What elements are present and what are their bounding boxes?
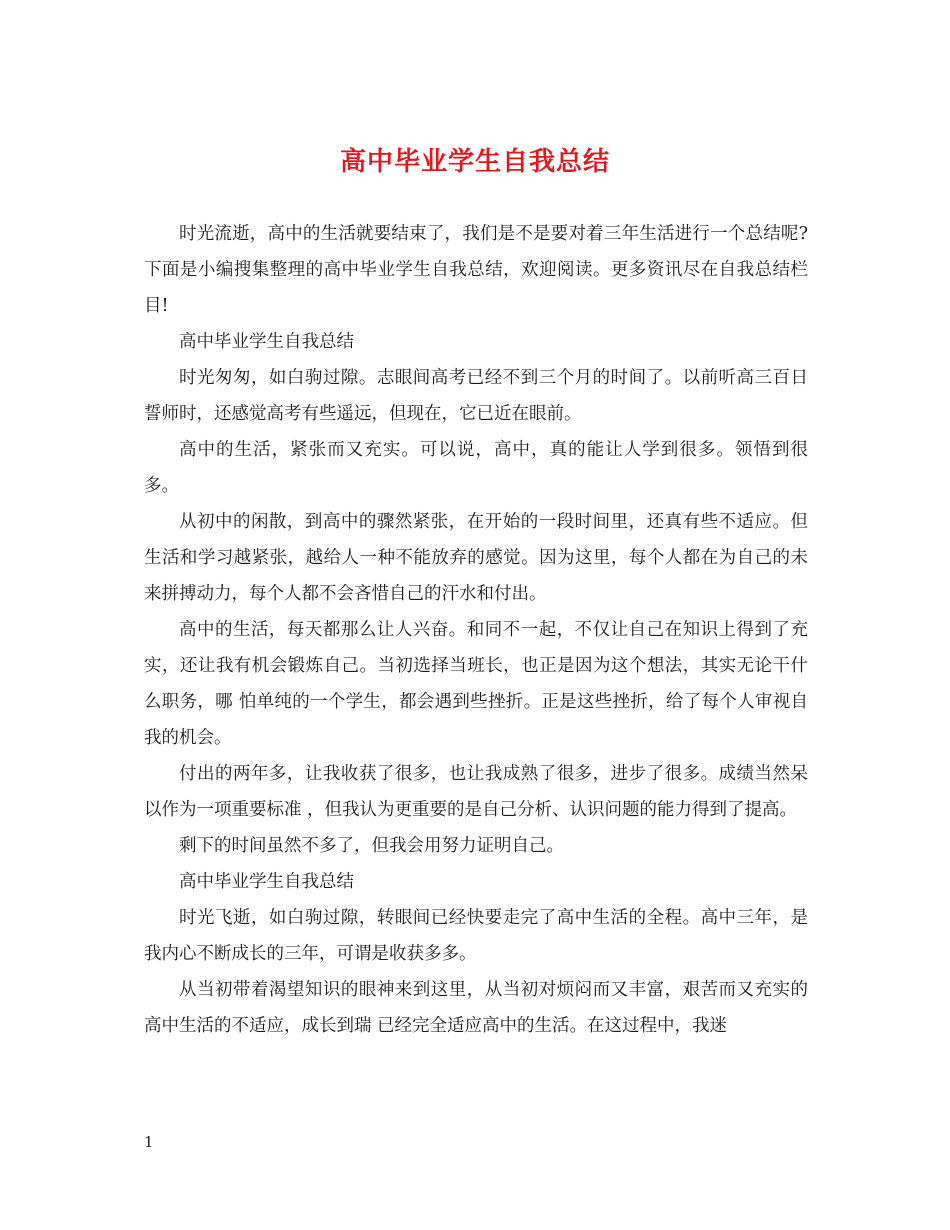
paragraph: 付出的两年多，让我收获了很多，也让我成熟了很多，进步了很多。成绩当然呆以作为一项重要标准 ，但我认为更重要的是自己分析、认识问题的能力得到了提高。 [144, 764, 808, 820]
paragraph: 高中的生活，每天都那么让人兴奋。和同不一起，不仅让自己在知识上得到了充实，还让我有机会锻炼自己。当初选择当班长，也正是因为这个想法，其实无论干什么职务，哪 怕单纯的一个学生，都会遇到些挫折。正是这些挫折，给了每个人审视自我的机会。 [144, 620, 808, 748]
document-body [144, 216, 808, 1044]
paragraph: 剩下的时间虽然不多了，但我会用努力证明自己。 [179, 836, 564, 856]
paragraph: 时光飞逝，如白驹过隙，转眼间已经快要走完了高中生活的全程。高中三年，是我内心不断成长的三年，可谓是收获多多。 [144, 908, 808, 964]
paragraph: 时光匆匆，如白驹过隙。志眼间高考已经不到三个月的时间了。以前听高三百日誓师时，还感觉高考有些遥远，但现在，它已近在眼前。 [144, 368, 808, 424]
paragraph: 从初中的闲散，到高中的骤然紧张，在开始的一段时间里，还真有些不适应。但生活和学习越紧张，越给人一种不能放弃的感觉。因为这里，每个人都在为自己的未来拼搏动力，每个人都不会吝惜自己的汗水和付出。 [144, 512, 808, 604]
page-number: 1 [144, 1133, 154, 1151]
document-title: 高中毕业学生自我总结 [339, 147, 610, 177]
section-heading: 高中毕业学生自我总结 [179, 332, 354, 352]
paragraph: 从当初带着渴望知识的眼神来到这里，从当初对烦闷而又丰富，艰苦而又充实的高中生活的不适应，成长到瑞 已经完全适应高中的生活。在这过程中，我迷 [144, 980, 808, 1036]
paragraph: 时光流逝，高中的生活就要结束了，我们是不是要对着三年生活进行一个总结呢?下面是小编搜集整理的高中毕业学生自我总结，欢迎阅读。更多资讯尽在自我总结栏目! [144, 224, 808, 316]
paragraph: 高中的生活，紧张而又充实。可以说，高中，真的能让人学到很多。领悟到很多。 [144, 440, 808, 496]
section-heading: 高中毕业学生自我总结 [179, 872, 354, 892]
